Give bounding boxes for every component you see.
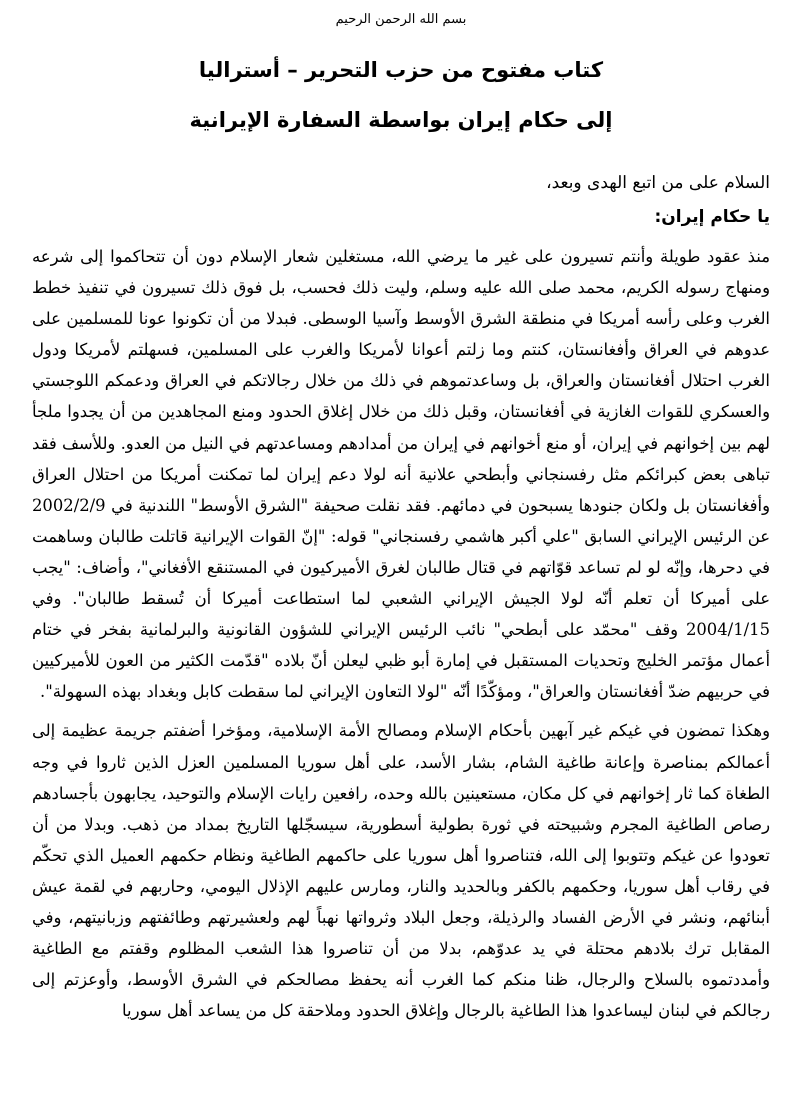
paragraph-1: منذ عقود طويلة وأنتم تسيرون على غير ما يرضي الله، مستغلين شعار الإسلام دون أن تتحاكموا إلى شرعه ومنهاج رسوله الكريم، محمد صلى الله عليه وسلم، وليت ذلك فحسب، بل فوق ذلك تسيرون في تنفيذ خطط الغرب وعلى رأسه أمريكا في منطقة الشرق الأوسط وآسيا الوسطى. فبدلا من أن تكونوا عونا للمسلمين على عدوهم في العراق وأفغانستان، كنتم وما زلتم أعوانا لأمريكا والغرب على المسلمين، فسهلتم لأمريكا ودول الغرب احتلال أفغانستان والعراق، بل وساعدتموهم في ذلك من خلال رجالاتكم في العراق ودعمكم اللوجستي والعسكري للقوات الغازية في أفغانستان، وقبل ذلك من خلال إغلاق الحدود ومنع المجاهدين من أن يجدوا ملجأ لهم بين إخوانهم في إيران، أو منع أخوانهم في إيران من أمدادهم ومساعدتهم في النيل من العدو. وللأسف فقد تباهى بعض كبرائكم مثل رفسنجاني وأبطحي علانية أنه لولا دعم إيران لما تمكنت أمريكا من احتلال العراق وأفغانستان بل ولكان جنودها يسبحون في دمائهم. فقد نقلت صحيفة "الشرق الأوسط" اللندنية في 2002/2/9 عن الرئيس الإيراني السابق "علي أكبر هاشمي رفسنجاني" قوله: "إنّ القوات الإيرانية قاتلت طالبان وساهمت في دحرها، وإنّه لو لم تساعد قوّاتهم في قتال طالبان لغرق الأميركيون في المستنقع الأفغاني"، وأضاف: "يجب على أميركا أن تعلم أنّه لولا الجيش الإيراني الشعبي لما استطاعت أميركا أن تُسقط طالبان". وفي 2004/1/15 وقف "محمّد على أبطحي" نائب الرئيس الإيراني للشؤون القانونية والبرلمانية بفخر في ختام أعمال مؤتمر الخليج وتحديات المستقبل في إمارة أبو ظبي ليعلن أنّ بلاده "قدّمت الكثير من العون للأميركيين في حربيهم ضدّ أفغانستان والعراق"، ومؤكّدًا أنّه "لولا التعاون الإيراني لما سقطت كابل وبغداد بهذه السهولة". [32, 247, 770, 702]
document-title: كتاب مفتوح من حزب التحرير – أستراليا [198, 58, 604, 82]
paragraph-2: وهكذا تمضون في غيكم غير آبهين بأحكام الإسلام ومصالح الأمة الإسلامية، ومؤخرا أضفتم جريمة عظيمة إلى أعمالكم بمناصرة وإعانة طاغية الشام، بشار الأسد، على أهل سوريا المسلمين العزل الذين ثاروا في وجه الطغاة كما ثار إخوانهم في كل مكان، مستعينين بالله وحده، رافعين رايات الإسلام والتوحيد، يجابهون بأجسادهم رصاص الطاغية المجرم وشبيحته في ثورة بطولية أسطورية، سيسجّلها التاريخ بمداد من ذهب. وبدلا من أن تعودوا عن غيكم وتتوبوا إلى الله، فتناصروا أهل سوريا على حاكمهم الطاغية ونظام حكمهم العميل الذي تحكّم في رقاب أهل سوريا، وحكمهم بالكفر وبالحديد والنار، ومارس عليهم الإذلال اليومي، وحاربهم في لقمة عيش أبنائهم، ونشر في الأرض الفساد والرذيلة، وجعل البلاد وثرواتها نهباً لهم ولعشيرتهم وطائفتهم وزبانيتهم، وفي المقابل ترك بلادهم محتلة في يد عدوّهم، بدلا من أن تناصروا هذا الشعب المظلوم وقفتم مع الطاغية وأمددتموه بالسلاح والرجال، ظنا منكم كما الغرب أنه يحفظ مصالحكم في الشرق الأوسط، وأوعزتم إلى رجالكم في لبنان ليساعدوا هذا الطاغية بالرجال وإغلاق الحدود وملاحقة كل من يساعد أهل سوريا [32, 721, 770, 1021]
basmala: بسم الله الرحمن الرحيم [335, 12, 467, 27]
document-subtitle: إلى حكام إيران بواسطة السفارة الإيرانية [189, 108, 613, 132]
addressee-heading: يا حكام إيران: [654, 207, 770, 227]
greeting: السلام على من اتبع الهدى وبعد، [546, 173, 770, 193]
